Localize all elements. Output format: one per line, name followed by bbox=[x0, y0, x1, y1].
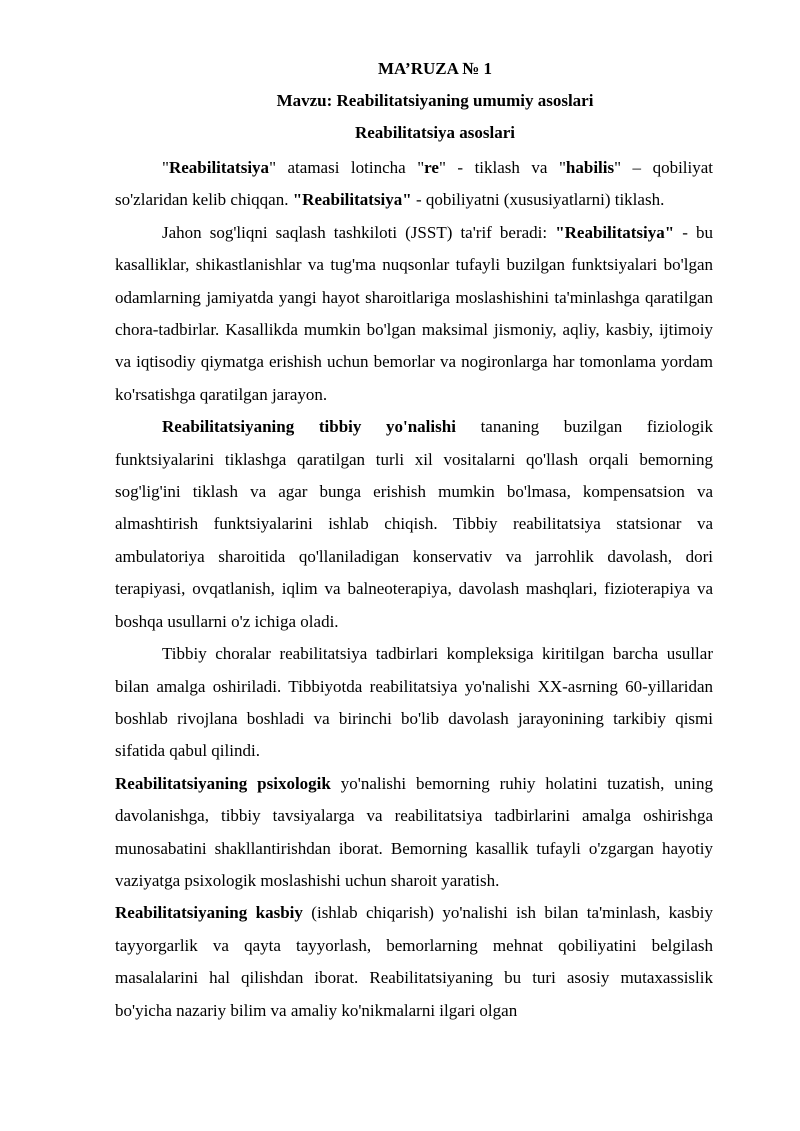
paragraph-professional bbox=[115, 897, 713, 1027]
paragraph-psychological bbox=[115, 768, 713, 898]
paragraph-medical bbox=[115, 411, 713, 638]
lecture-title: MA’RUZA № 1 bbox=[377, 59, 493, 78]
text-run: tananing buzilgan fiziologik funktsiyalarini tiklashga qaratilgan turli xil vositalarni qo'llash orqali bemorning sog'lig'ini tiklash va agar bunga erishish mumkin bo'lmasa, kompensatsion va almashtirish funktsiyalarini ishlab chiqish. Tibbiy reabilitatsiya statsionar va ambulatoriya sharoitida qo'llaniladigan konservativ va jarrohlik davolash, dori terapiyasi, ovqatlanish, iqlim va balneoterapiya, davolash mashqlari, fizioterapiya va boshqa usullarni o'z ichiga oladi. bbox=[115, 417, 713, 631]
paragraph-who-definition bbox=[115, 217, 713, 411]
section-heading: Reabilitatsiya asoslari bbox=[354, 123, 516, 142]
text-run: - qobiliyatni (xususiyatlarni) tiklash. bbox=[411, 190, 665, 210]
bold-term: "Reabilitatsiya" bbox=[555, 222, 675, 242]
bold-term: Reabilitatsiyaning tibbiy yo'nalishi bbox=[162, 417, 456, 437]
paragraph-medical-measures bbox=[115, 638, 713, 768]
bold-term: habilis bbox=[565, 158, 615, 177]
text-run: Jahon sog'liqni saqlash tashkiloti (JSST) ta'rif beradi: bbox=[162, 222, 556, 242]
text-run: " - tiklash va " bbox=[438, 158, 566, 177]
text-run: " bbox=[162, 158, 169, 177]
text-run: " atamasi lotincha " bbox=[269, 158, 425, 177]
text-run: " – qobiliyat so'zlaridan kelib chiqqan. bbox=[115, 158, 714, 210]
text-run: - bu kasalliklar, shikastlanishlar va tug'ma nuqsonlar tufayli buzilgan funktsiyalari bo'lgan odamlarning jamiyatda yangi hayot sharoitlariga moslashishini ta'minlashga qaratilgan chora-tadbirlar. Kasallikda mumkin bo'lgan maksimal jismoniy, aqliy, kasbiy, ijtimoiy va iqtisodiy qiymatga erishish uchun bemorlar va nogironlarga har tomonlama yordam ko'rsatishga qaratilgan jarayon. bbox=[115, 222, 713, 404]
bold-term: re bbox=[424, 158, 439, 177]
text-run: Tibbiy choralar reabilitatsiya tadbirlari kompleksiga kiritilgan barcha usullar bilan amalga oshiriladi. Tibbiyotda reabilitatsiya yo'nalishi XX-asrning 60-yillaridan boshlab rivojlana boshladi va birinchi bo'lib davolash jarayonining tarkibiy qismi sifatida qabul qilindi. bbox=[115, 644, 713, 761]
bold-term: "Reabilitatsiya" bbox=[292, 190, 412, 210]
paragraph-etymology bbox=[115, 152, 713, 217]
bold-term: Reabilitatsiyaning kasbiy bbox=[115, 903, 303, 923]
bold-term: Reabilitatsiyaning psixologik bbox=[115, 773, 331, 793]
document-body bbox=[115, 152, 713, 1027]
text-run: yo'nalishi bemorning ruhiy holatini tuzatish, uning davolanishga, tibbiy tavsiyalarga va reabilitatsiya tadbirlarini amalga oshirishga munosabatini shakllantirishdan iborat. Bemorning kasallik tufayli o'zgargan hayotiy vaziyatga psixologik moslashishi uchun sharoit yaratish. bbox=[115, 773, 713, 890]
bold-term: Reabilitatsiya bbox=[168, 158, 270, 177]
text-run: (ishlab chiqarish) yo'nalishi ish bilan ta'minlash, kasbiy tayyorgarlik va qayta tayyorlash, bemorlarning mehnat qobiliyatini belgilash masalalarini hal qilishdan iborat. Reabilitatsiyaning bu turi asosiy mutaxassislik bo'yicha nazariy bilim va amaliy ko'nikmalarni ilgari olgan bbox=[115, 903, 714, 1020]
topic-heading: Mavzu: Reabilitatsiyaning umumiy asoslari bbox=[276, 91, 594, 110]
